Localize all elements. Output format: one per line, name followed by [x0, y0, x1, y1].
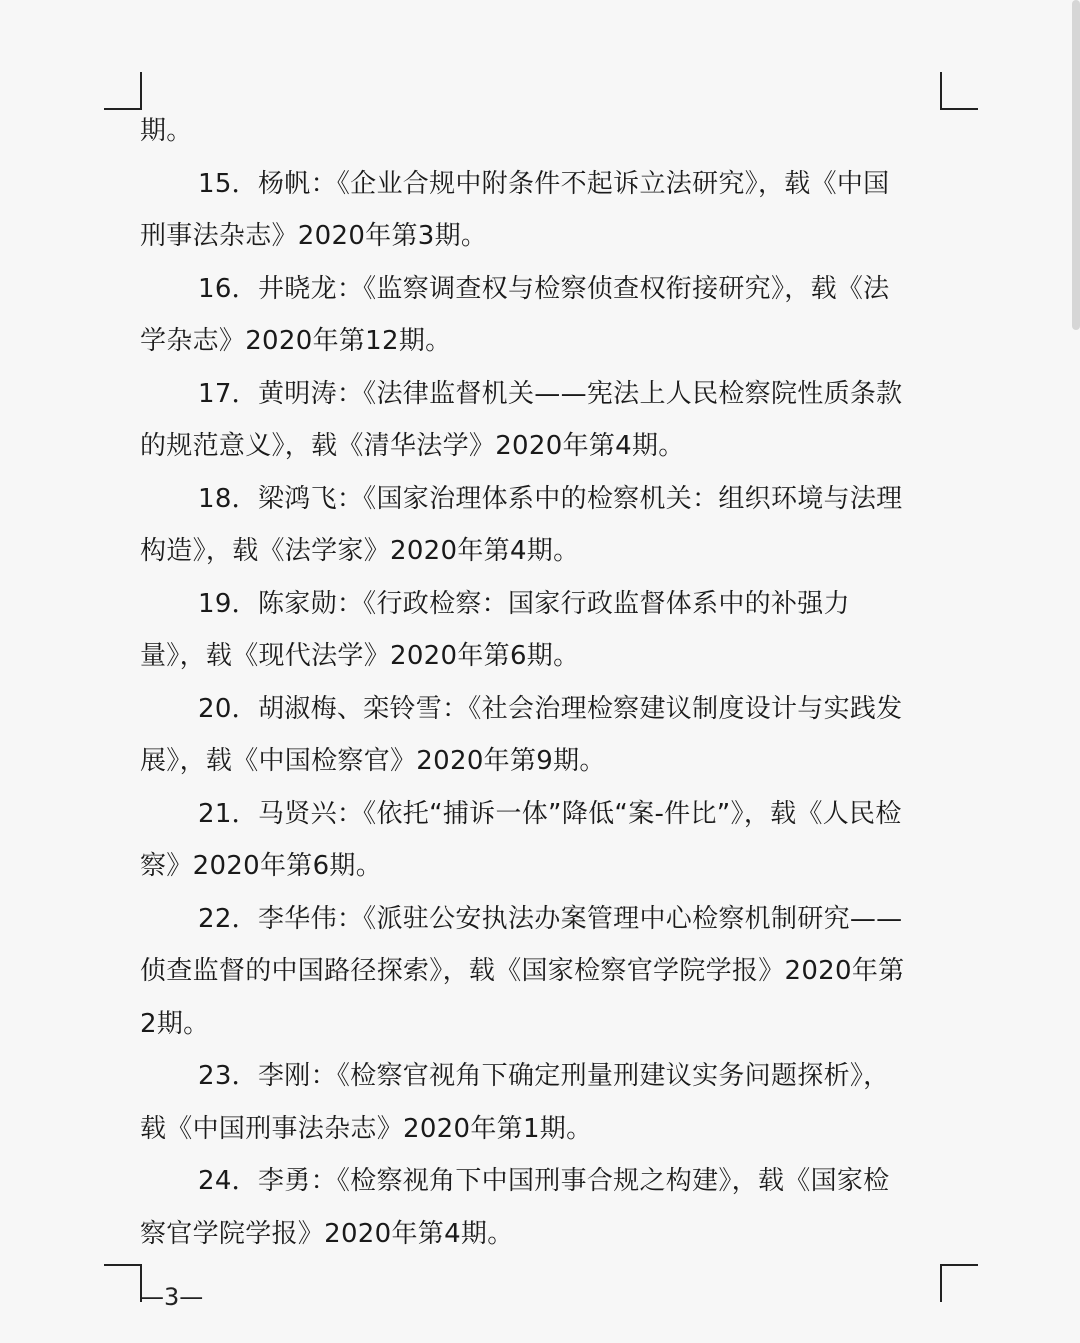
scrollbar[interactable]: [1072, 0, 1080, 330]
reference-line: 的规范意义》，载《清华法学》2020年第4期。: [140, 431, 685, 461]
crop-mark-bottom-left: [104, 1264, 142, 1302]
reference-line: 察官学院学报》2020年第4期。: [140, 1218, 514, 1249]
reference-line: 23．李刚：《检察官视角下确定刑量刑建议实务问题探析》，: [198, 1061, 890, 1091]
crop-mark-bottom-right: [940, 1264, 978, 1302]
crop-mark-top-right: [940, 72, 978, 110]
reference-line: 24．李勇：《检察视角下中国刑事合规之构建》，载《国家检: [198, 1166, 890, 1196]
reference-item-21: [140, 788, 940, 893]
reference-item-18: [140, 473, 940, 578]
reference-item-22: [140, 893, 940, 1051]
reference-item-16: [140, 263, 940, 368]
reference-line: 16．井晓龙：《监察调查权与检察侦查权衔接研究》，载《法: [198, 273, 890, 304]
continuation-line: 期。: [140, 116, 193, 146]
reference-line: 2期。: [140, 1008, 210, 1039]
reference-line: 刑事法杂志》2020年第3期。: [140, 221, 488, 251]
reference-list: [140, 105, 940, 1260]
reference-line: 载《中国刑事法杂志》2020年第1期。: [140, 1113, 593, 1144]
reference-line: 17．黄明涛：《法律监督机关——宪法上人民检察院性质条款: [198, 378, 903, 409]
reference-line: 构造》，载《法学家》2020年第4期。: [140, 536, 580, 566]
reference-item-24: [140, 1155, 940, 1260]
reference-item-20: [140, 683, 940, 788]
reference-line: 学杂志》2020年第12期。: [140, 326, 452, 356]
crop-mark-top-left: [104, 72, 142, 110]
page-number: —3—: [140, 1283, 204, 1311]
reference-line: 侦查监督的中国路径探索》，载《国家检察官学院学报》2020年第: [140, 956, 905, 986]
reference-line: 20．胡淑梅、栾铃雪：《社会治理检察建议制度设计与实践发: [198, 693, 903, 724]
reference-line: 22．李华伟：《派驻公安执法办案管理中心检察机制研究——: [198, 903, 903, 934]
reference-line: 18．梁鸿飞：《国家治理体系中的检察机关：组织环境与法理: [198, 483, 903, 514]
reference-line: 察》2020年第6期。: [140, 851, 383, 881]
reference-line: 15．杨帆：《企业合规中附条件不起诉立法研究》，载《中国: [198, 168, 890, 199]
reference-line: 量》，载《现代法学》2020年第6期。: [140, 641, 580, 671]
reference-line: 21．马贤兴：《依托“捕诉一体”降低“案-件比”》，载《人民检: [198, 798, 902, 829]
reference-line: 19．陈家勋：《行政检察：国家行政监督体系中的补强力: [198, 588, 850, 619]
reference-item-19: [140, 578, 940, 683]
reference-line: 展》，载《中国检察官》2020年第9期。: [140, 746, 606, 776]
reference-item-15: [140, 158, 940, 263]
reference-item-23: [140, 1050, 940, 1155]
reference-item-17: [140, 368, 940, 473]
